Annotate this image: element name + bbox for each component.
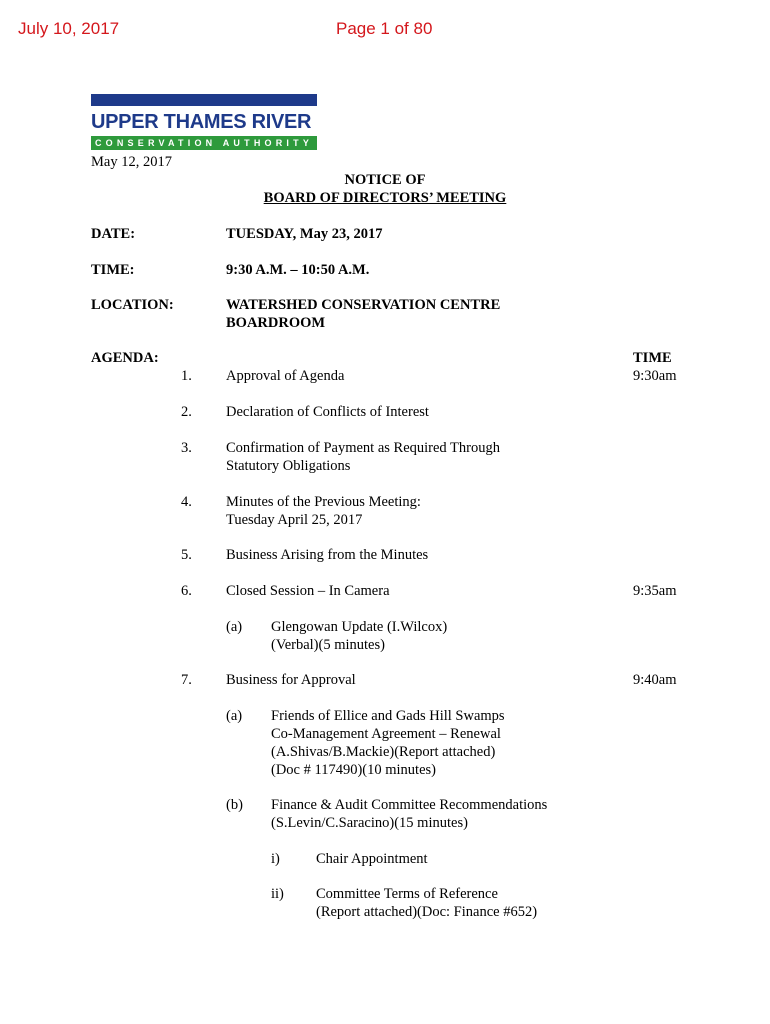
time-column-header: TIME [633, 350, 672, 366]
sub-sub-item-text: Chair Appointment [316, 851, 428, 867]
agenda-item-text: Tuesday April 25, 2017 [226, 512, 363, 528]
location-line-1: WATERSHED CONSERVATION CENTRE [226, 297, 501, 313]
agenda-label: AGENDA: [91, 350, 159, 366]
time-value: 9:30 A.M. – 10:50 A.M. [226, 262, 370, 278]
agenda-item-text: Business Arising from the Minutes [226, 547, 429, 563]
sub-item-text: (Verbal)(5 minutes) [271, 637, 385, 653]
agenda-item-time: 9:35am [633, 583, 677, 599]
sub-item-text: (Doc # 117490)(10 minutes) [271, 762, 436, 778]
sub-item-number: (b) [226, 797, 243, 813]
agenda-item-text: Closed Session – In Camera [226, 583, 390, 599]
header-page-number: Page 1 of 80 [336, 19, 433, 38]
sub-item-number: (a) [226, 619, 243, 635]
agenda-item-text: Approval of Agenda [226, 368, 345, 384]
agenda-item-text: Minutes of the Previous Meeting: [226, 494, 421, 510]
sub-item-number: (a) [226, 708, 243, 724]
agenda-item-number: 3. [181, 440, 192, 456]
agenda-item-text: Statutory Obligations [226, 458, 351, 474]
sub-item-text: Co-Management Agreement – Renewal [271, 726, 501, 742]
logo-subtitle: CONSERVATION AUTHORITY [91, 136, 317, 150]
agenda-item-number: 2. [181, 404, 192, 420]
location-label: LOCATION: [91, 297, 174, 313]
notice-title: NOTICE OF [344, 172, 426, 188]
agenda-item-number: 4. [181, 494, 192, 510]
logo-name: UPPER THAMES RIVER [91, 111, 312, 133]
sub-item-text: Finance & Audit Committee Recommendations [271, 797, 548, 813]
sub-sub-item-text: Committee Terms of Reference [316, 886, 498, 902]
sub-sub-item-number: ii) [271, 886, 284, 902]
agenda-item-text: Confirmation of Payment as Required Through [226, 440, 500, 456]
agenda-item-text: Business for Approval [226, 672, 356, 688]
agenda-item-number: 1. [181, 368, 192, 384]
header-date: July 10, 2017 [18, 19, 120, 38]
location-line-2: BOARDROOM [226, 315, 326, 331]
sub-item-text: Glengowan Update (I.Wilcox) [271, 619, 448, 635]
sub-sub-item-text: (Report attached)(Doc: Finance #652) [316, 904, 538, 920]
agenda-item-number: 7. [181, 672, 192, 688]
time-label: TIME: [91, 262, 135, 278]
sub-item-text: (A.Shivas/B.Mackie)(Report attached) [271, 744, 496, 760]
logo-blue-bar [91, 94, 317, 106]
date-label: DATE: [91, 226, 136, 242]
agenda-item-number: 5. [181, 547, 192, 563]
sub-item-text: (S.Levin/C.Saracino)(15 minutes) [271, 815, 468, 831]
date-value: TUESDAY, May 23, 2017 [226, 226, 383, 242]
notice-subtitle: BOARD OF DIRECTORS’ MEETING [263, 190, 507, 206]
agenda-item-time: 9:30am [633, 368, 677, 384]
agenda-item-number: 6. [181, 583, 192, 599]
notice-date: May 12, 2017 [91, 154, 172, 170]
agenda-item-time: 9:40am [633, 672, 677, 688]
agenda-item-text: Declaration of Conflicts of Interest [226, 404, 429, 420]
sub-sub-item-number: i) [271, 851, 280, 867]
sub-item-text: Friends of Ellice and Gads Hill Swamps [271, 708, 505, 724]
